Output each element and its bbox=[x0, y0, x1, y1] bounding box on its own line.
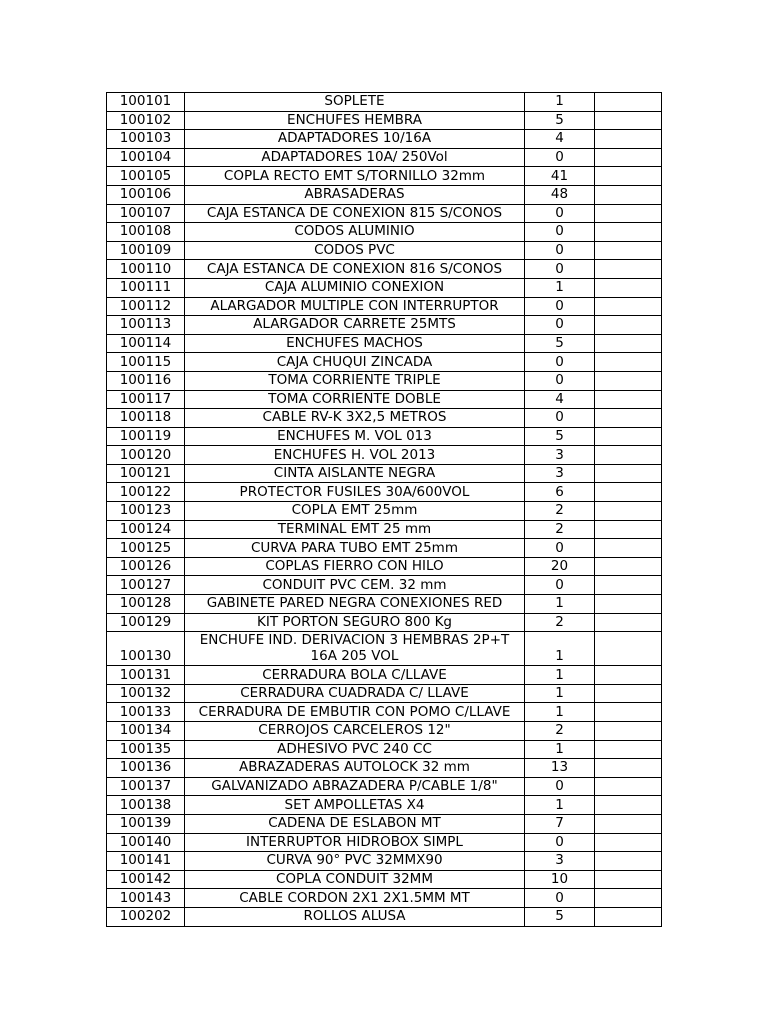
item-code-cell: 100102 bbox=[107, 111, 185, 130]
table-row bbox=[107, 777, 662, 796]
item-description-cell: CAJA ESTANCA DE CONEXION 816 S/CONOS bbox=[185, 260, 525, 279]
item-code-cell: 100118 bbox=[107, 409, 185, 428]
item-code-cell: 100107 bbox=[107, 204, 185, 223]
empty-cell bbox=[595, 613, 662, 632]
item-code-cell: 100115 bbox=[107, 353, 185, 372]
item-quantity-cell: 3 bbox=[525, 464, 595, 483]
empty-cell bbox=[595, 446, 662, 465]
table-row bbox=[107, 223, 662, 242]
item-quantity-cell: 0 bbox=[525, 297, 595, 316]
empty-cell bbox=[595, 241, 662, 260]
empty-cell bbox=[595, 539, 662, 558]
item-quantity-cell: 0 bbox=[525, 204, 595, 223]
item-code-cell: 100101 bbox=[107, 93, 185, 112]
item-quantity-cell: 4 bbox=[525, 390, 595, 409]
table-row bbox=[107, 632, 662, 666]
item-description-cell: CURVA 90° PVC 32MMX90 bbox=[185, 852, 525, 871]
table-row bbox=[107, 502, 662, 521]
item-code-cell: 100108 bbox=[107, 223, 185, 242]
table-row bbox=[107, 93, 662, 112]
item-code-cell: 100105 bbox=[107, 167, 185, 186]
item-code-cell: 100138 bbox=[107, 796, 185, 815]
table-row bbox=[107, 796, 662, 815]
item-quantity-cell: 1 bbox=[525, 740, 595, 759]
item-quantity-cell: 0 bbox=[525, 316, 595, 335]
item-code-cell: 100109 bbox=[107, 241, 185, 260]
empty-cell bbox=[595, 93, 662, 112]
empty-cell bbox=[595, 759, 662, 778]
item-code-cell: 100122 bbox=[107, 483, 185, 502]
item-code-cell: 100133 bbox=[107, 703, 185, 722]
empty-cell bbox=[595, 204, 662, 223]
item-description-cell: CERROJOS CARCELEROS 12" bbox=[185, 722, 525, 741]
table-row bbox=[107, 870, 662, 889]
item-code-cell: 100129 bbox=[107, 613, 185, 632]
table-row bbox=[107, 703, 662, 722]
item-quantity-cell: 1 bbox=[525, 93, 595, 112]
empty-cell bbox=[595, 852, 662, 871]
item-quantity-cell: 0 bbox=[525, 833, 595, 852]
table-row bbox=[107, 446, 662, 465]
item-code-cell: 100106 bbox=[107, 185, 185, 204]
item-quantity-cell: 1 bbox=[525, 632, 595, 666]
table-row bbox=[107, 595, 662, 614]
table-row bbox=[107, 353, 662, 372]
item-code-cell: 100125 bbox=[107, 539, 185, 558]
item-description-cell: ENCHUFES HEMBRA bbox=[185, 111, 525, 130]
empty-cell bbox=[595, 595, 662, 614]
table-row bbox=[107, 464, 662, 483]
item-quantity-cell: 6 bbox=[525, 483, 595, 502]
table-row bbox=[107, 520, 662, 539]
item-description-cell: COPLA EMT 25mm bbox=[185, 502, 525, 521]
item-quantity-cell: 0 bbox=[525, 576, 595, 595]
table-row bbox=[107, 371, 662, 390]
item-quantity-cell: 7 bbox=[525, 814, 595, 833]
empty-cell bbox=[595, 334, 662, 353]
item-description-cell: TOMA CORRIENTE TRIPLE bbox=[185, 371, 525, 390]
item-description-cell: ENCHUFE IND. DERIVACION 3 HEMBRAS 2P+T 16A 205 VOL bbox=[185, 632, 525, 666]
item-quantity-cell: 0 bbox=[525, 353, 595, 372]
table-row bbox=[107, 814, 662, 833]
table-row bbox=[107, 483, 662, 502]
table-row bbox=[107, 390, 662, 409]
item-quantity-cell: 0 bbox=[525, 889, 595, 908]
item-code-cell: 100126 bbox=[107, 557, 185, 576]
item-quantity-cell: 5 bbox=[525, 111, 595, 130]
item-description-cell: ALARGADOR CARRETE 25MTS bbox=[185, 316, 525, 335]
item-description-cell: PROTECTOR FUSILES 30A/600VOL bbox=[185, 483, 525, 502]
table-row bbox=[107, 260, 662, 279]
item-quantity-cell: 10 bbox=[525, 870, 595, 889]
item-description-cell: ROLLOS ALUSA bbox=[185, 907, 525, 926]
item-code-cell: 100123 bbox=[107, 502, 185, 521]
table-row bbox=[107, 666, 662, 685]
item-quantity-cell: 1 bbox=[525, 666, 595, 685]
item-quantity-cell: 0 bbox=[525, 539, 595, 558]
item-description-cell: ADAPTADORES 10A/ 250Vol bbox=[185, 148, 525, 167]
table-row bbox=[107, 613, 662, 632]
empty-cell bbox=[595, 278, 662, 297]
item-code-cell: 100103 bbox=[107, 130, 185, 149]
item-description-cell: COPLAS FIERRO CON HILO bbox=[185, 557, 525, 576]
item-code-cell: 100202 bbox=[107, 907, 185, 926]
empty-cell bbox=[595, 464, 662, 483]
item-code-cell: 100128 bbox=[107, 595, 185, 614]
empty-cell bbox=[595, 889, 662, 908]
table-row bbox=[107, 907, 662, 926]
empty-cell bbox=[595, 796, 662, 815]
table-row bbox=[107, 204, 662, 223]
item-description-cell: ENCHUFES M. VOL 013 bbox=[185, 427, 525, 446]
item-quantity-cell: 3 bbox=[525, 852, 595, 871]
item-description-cell: CAJA ALUMINIO CONEXION bbox=[185, 278, 525, 297]
table-row bbox=[107, 576, 662, 595]
item-code-cell: 100111 bbox=[107, 278, 185, 297]
empty-cell bbox=[595, 520, 662, 539]
table-row bbox=[107, 740, 662, 759]
item-quantity-cell: 0 bbox=[525, 409, 595, 428]
empty-cell bbox=[595, 576, 662, 595]
item-quantity-cell: 4 bbox=[525, 130, 595, 149]
empty-cell bbox=[595, 483, 662, 502]
table-row bbox=[107, 297, 662, 316]
item-description-cell: ALARGADOR MULTIPLE CON INTERRUPTOR bbox=[185, 297, 525, 316]
item-description-cell: CINTA AISLANTE NEGRA bbox=[185, 464, 525, 483]
item-code-cell: 100143 bbox=[107, 889, 185, 908]
item-quantity-cell: 41 bbox=[525, 167, 595, 186]
item-description-cell: COPLA RECTO EMT S/TORNILLO 32mm bbox=[185, 167, 525, 186]
empty-cell bbox=[595, 185, 662, 204]
item-description-cell: KIT PORTON SEGURO 800 Kg bbox=[185, 613, 525, 632]
table-row bbox=[107, 539, 662, 558]
item-quantity-cell: 2 bbox=[525, 502, 595, 521]
table-row bbox=[107, 427, 662, 446]
empty-cell bbox=[595, 722, 662, 741]
table-row bbox=[107, 409, 662, 428]
item-description-cell: COPLA CONDUIT 32MM bbox=[185, 870, 525, 889]
empty-cell bbox=[595, 297, 662, 316]
table-row bbox=[107, 889, 662, 908]
item-description-cell: CURVA PARA TUBO EMT 25mm bbox=[185, 539, 525, 558]
empty-cell bbox=[595, 148, 662, 167]
item-code-cell: 100119 bbox=[107, 427, 185, 446]
item-description-cell: ADHESIVO PVC 240 CC bbox=[185, 740, 525, 759]
table-row bbox=[107, 278, 662, 297]
table-row bbox=[107, 167, 662, 186]
table-row bbox=[107, 722, 662, 741]
item-code-cell: 100104 bbox=[107, 148, 185, 167]
item-code-cell: 100127 bbox=[107, 576, 185, 595]
item-code-cell: 100141 bbox=[107, 852, 185, 871]
table-row bbox=[107, 130, 662, 149]
item-code-cell: 100140 bbox=[107, 833, 185, 852]
empty-cell bbox=[595, 390, 662, 409]
item-description-cell: CONDUIT PVC CEM. 32 mm bbox=[185, 576, 525, 595]
item-code-cell: 100114 bbox=[107, 334, 185, 353]
item-description-cell: ABRASADERAS bbox=[185, 185, 525, 204]
item-quantity-cell: 0 bbox=[525, 371, 595, 390]
item-code-cell: 100112 bbox=[107, 297, 185, 316]
item-description-cell: CERRADURA CUADRADA C/ LLAVE bbox=[185, 684, 525, 703]
item-quantity-cell: 5 bbox=[525, 334, 595, 353]
table-row bbox=[107, 316, 662, 335]
item-quantity-cell: 2 bbox=[525, 722, 595, 741]
item-quantity-cell: 0 bbox=[525, 260, 595, 279]
item-code-cell: 100132 bbox=[107, 684, 185, 703]
empty-cell bbox=[595, 130, 662, 149]
item-description-cell: CABLE RV-K 3X2,5 METROS bbox=[185, 409, 525, 428]
item-description-cell: TOMA CORRIENTE DOBLE bbox=[185, 390, 525, 409]
item-code-cell: 100130 bbox=[107, 632, 185, 666]
item-quantity-cell: 48 bbox=[525, 185, 595, 204]
item-code-cell: 100124 bbox=[107, 520, 185, 539]
table-row bbox=[107, 684, 662, 703]
item-quantity-cell: 0 bbox=[525, 777, 595, 796]
empty-cell bbox=[595, 371, 662, 390]
item-description-cell: CODOS PVC bbox=[185, 241, 525, 260]
item-quantity-cell: 5 bbox=[525, 907, 595, 926]
table-row bbox=[107, 557, 662, 576]
item-quantity-cell: 1 bbox=[525, 595, 595, 614]
item-quantity-cell: 13 bbox=[525, 759, 595, 778]
empty-cell bbox=[595, 111, 662, 130]
item-quantity-cell: 1 bbox=[525, 278, 595, 297]
table-row bbox=[107, 148, 662, 167]
table-row bbox=[107, 852, 662, 871]
item-code-cell: 100137 bbox=[107, 777, 185, 796]
empty-cell bbox=[595, 703, 662, 722]
item-description-cell: INTERRUPTOR HIDROBOX SIMPL bbox=[185, 833, 525, 852]
empty-cell bbox=[595, 167, 662, 186]
empty-cell bbox=[595, 353, 662, 372]
item-quantity-cell: 0 bbox=[525, 241, 595, 260]
item-description-cell: ENCHUFES H. VOL 2013 bbox=[185, 446, 525, 465]
empty-cell bbox=[595, 557, 662, 576]
empty-cell bbox=[595, 502, 662, 521]
table-row bbox=[107, 111, 662, 130]
empty-cell bbox=[595, 260, 662, 279]
item-code-cell: 100142 bbox=[107, 870, 185, 889]
item-code-cell: 100121 bbox=[107, 464, 185, 483]
item-code-cell: 100131 bbox=[107, 666, 185, 685]
item-description-cell: CODOS ALUMINIO bbox=[185, 223, 525, 242]
empty-cell bbox=[595, 870, 662, 889]
item-description-cell: TERMINAL EMT 25 mm bbox=[185, 520, 525, 539]
item-quantity-cell: 2 bbox=[525, 520, 595, 539]
item-description-cell: SOPLETE bbox=[185, 93, 525, 112]
table-row bbox=[107, 759, 662, 778]
item-description-cell: ABRAZADERAS AUTOLOCK 32 mm bbox=[185, 759, 525, 778]
item-description-cell: CAJA CHUQUI ZINCADA bbox=[185, 353, 525, 372]
item-code-cell: 100139 bbox=[107, 814, 185, 833]
empty-cell bbox=[595, 632, 662, 666]
empty-cell bbox=[595, 223, 662, 242]
table-row bbox=[107, 185, 662, 204]
item-description-cell: CERRADURA DE EMBUTIR CON POMO C/LLAVE bbox=[185, 703, 525, 722]
table-row bbox=[107, 833, 662, 852]
item-quantity-cell: 2 bbox=[525, 613, 595, 632]
item-description-cell: CABLE CORDON 2X1 2X1.5MM MT bbox=[185, 889, 525, 908]
item-quantity-cell: 0 bbox=[525, 223, 595, 242]
item-description-cell: CAJA ESTANCA DE CONEXION 815 S/CONOS bbox=[185, 204, 525, 223]
item-code-cell: 100110 bbox=[107, 260, 185, 279]
item-code-cell: 100135 bbox=[107, 740, 185, 759]
empty-cell bbox=[595, 427, 662, 446]
item-description-cell: SET AMPOLLETAS X4 bbox=[185, 796, 525, 815]
item-code-cell: 100120 bbox=[107, 446, 185, 465]
item-description-cell: ADAPTADORES 10/16A bbox=[185, 130, 525, 149]
empty-cell bbox=[595, 833, 662, 852]
item-description-cell: GABINETE PARED NEGRA CONEXIONES RED bbox=[185, 595, 525, 614]
item-description-cell: CERRADURA BOLA C/LLAVE bbox=[185, 666, 525, 685]
empty-cell bbox=[595, 740, 662, 759]
item-description-cell: CADENA DE ESLABON MT bbox=[185, 814, 525, 833]
inventory-table bbox=[106, 92, 662, 927]
item-quantity-cell: 0 bbox=[525, 148, 595, 167]
inventory-body bbox=[107, 93, 662, 927]
empty-cell bbox=[595, 684, 662, 703]
empty-cell bbox=[595, 814, 662, 833]
empty-cell bbox=[595, 666, 662, 685]
empty-cell bbox=[595, 316, 662, 335]
table-row bbox=[107, 241, 662, 260]
item-description-cell: GALVANIZADO ABRAZADERA P/CABLE 1/8" bbox=[185, 777, 525, 796]
item-code-cell: 100116 bbox=[107, 371, 185, 390]
item-quantity-cell: 20 bbox=[525, 557, 595, 576]
item-code-cell: 100113 bbox=[107, 316, 185, 335]
item-code-cell: 100134 bbox=[107, 722, 185, 741]
item-quantity-cell: 1 bbox=[525, 796, 595, 815]
empty-cell bbox=[595, 777, 662, 796]
item-quantity-cell: 1 bbox=[525, 684, 595, 703]
item-description-cell: ENCHUFES MACHOS bbox=[185, 334, 525, 353]
empty-cell bbox=[595, 907, 662, 926]
item-code-cell: 100136 bbox=[107, 759, 185, 778]
empty-cell bbox=[595, 409, 662, 428]
item-quantity-cell: 1 bbox=[525, 703, 595, 722]
item-code-cell: 100117 bbox=[107, 390, 185, 409]
table-row bbox=[107, 334, 662, 353]
item-quantity-cell: 3 bbox=[525, 446, 595, 465]
item-quantity-cell: 5 bbox=[525, 427, 595, 446]
